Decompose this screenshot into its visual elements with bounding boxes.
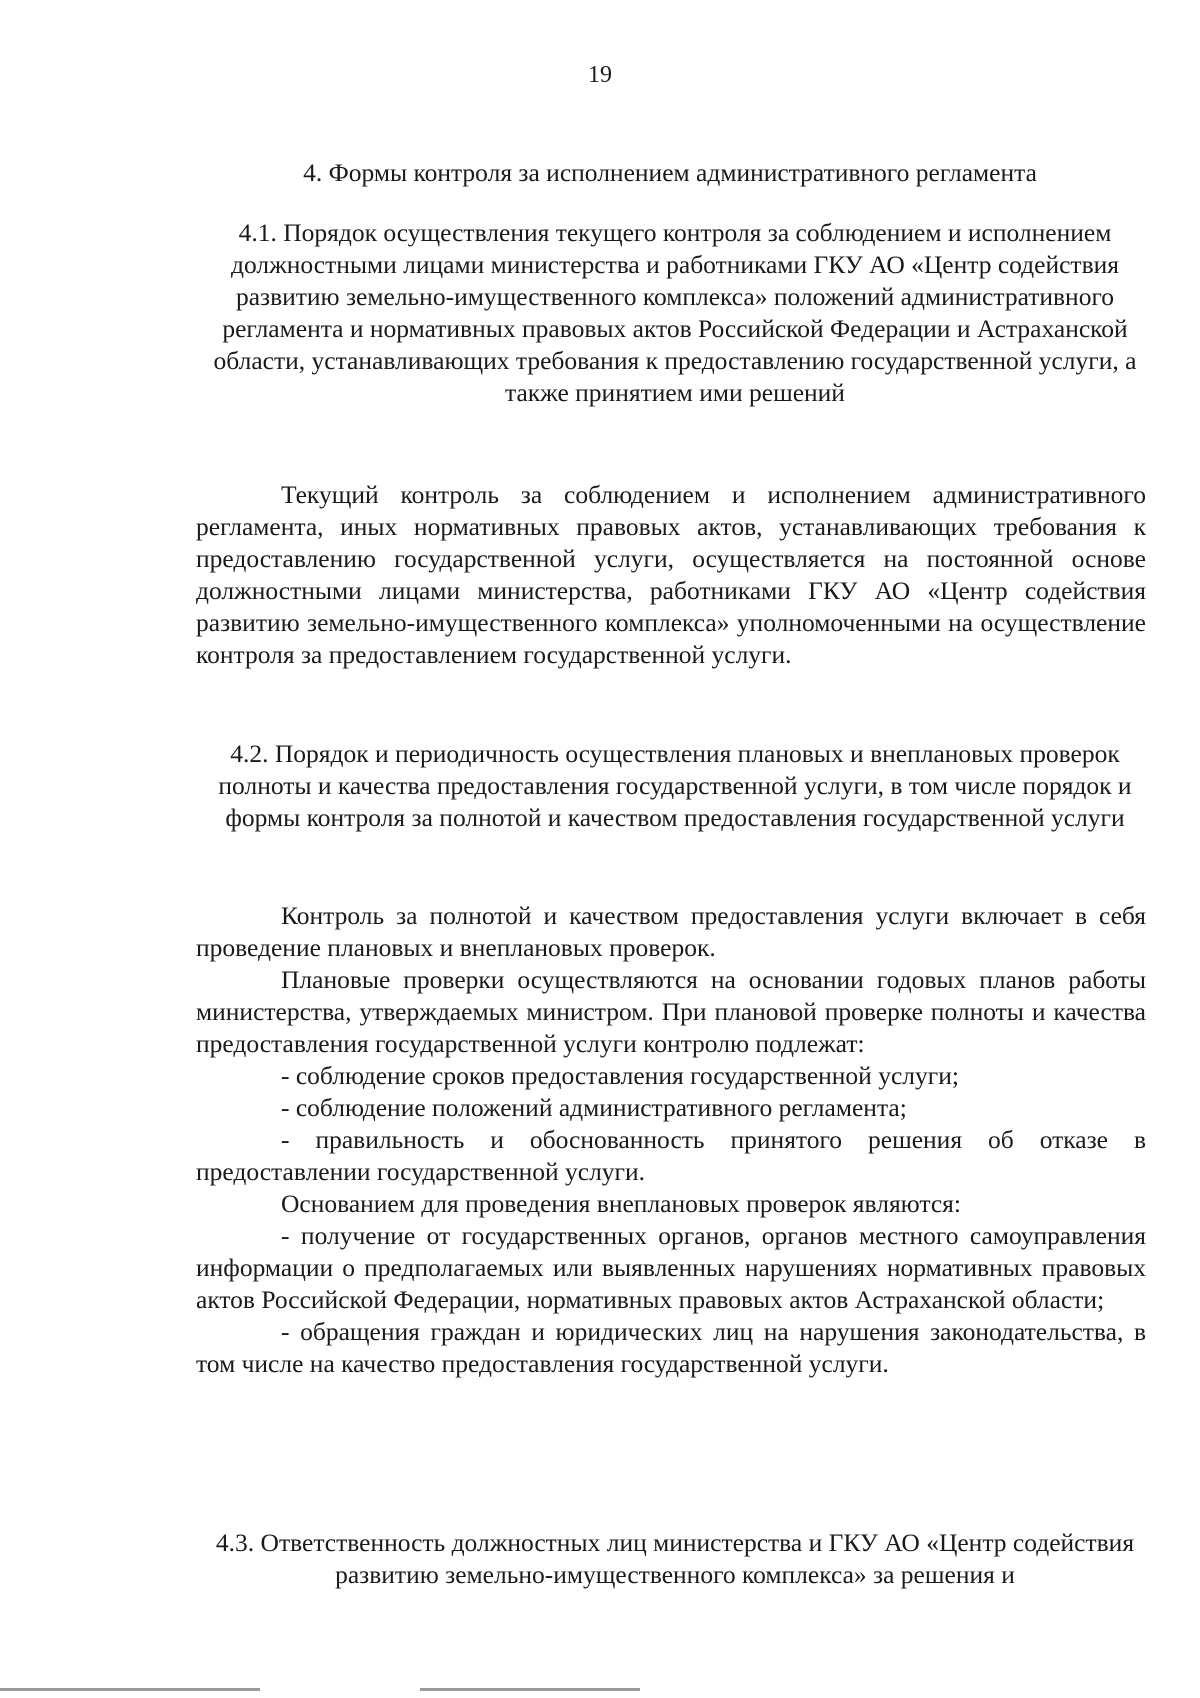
paragraph: Контроль за полнотой и качеством предоставления услуги включает в себя проведение плановых и внеплановых проверок. — [196, 901, 1146, 962]
scan-edge-mark — [420, 1688, 640, 1691]
list-item: - обращения граждан и юридических лиц на нарушения законодательства, в том числе на качество предоставления государственной услуги. — [196, 1317, 1146, 1378]
list-item: - получение от государственных органов, органов местного самоуправления информации о предполагаемых или выявленных нарушениях нормативных правовых актов Российской Федерации, нормативных правовых актов Астраханской области; — [196, 1221, 1146, 1314]
list-item: - соблюдение сроков предоставления государственной услуги; — [281, 1061, 959, 1090]
scan-edge-mark — [0, 1688, 260, 1691]
section-4-2-body — [196, 900, 1146, 1380]
paragraph: Плановые проверки осуществляются на основании годовых планов работы министерства, утверждаемых министром. При плановой проверке полноты и качества предоставления государственной услуги контролю подлежат: — [196, 965, 1146, 1058]
section-4-1-body — [196, 479, 1146, 671]
list-item: - соблюдение положений административного регламента; — [281, 1093, 907, 1122]
section-4-title: 4. Формы контроля за исполнением административного регламента — [303, 158, 1037, 187]
section-4-1-title: 4.1. Порядок осуществления текущего контроля за соблюдением и исполнением должностными лицами министерства и работниками ГКУ АО «Центр содействия развитию земельно-имущественного комплекса» положений административного регламента и нормативных правовых актов Российской Федерации и Астраханской области, устанавливающих требования к предоставлению государственной услуги, а также принятием ими решений — [213, 218, 1137, 407]
page-number: 19 — [588, 62, 612, 88]
paragraph: Основанием для проведения внеплановых проверок являются: — [281, 1189, 961, 1218]
paragraph: Текущий контроль за соблюдением и исполнением административного регламента, иных нормативных правовых актов, устанавливающих требования к предоставлению государственной услуги, осуществляется на постоянной основе должностными лицами министерства, работниками ГКУ АО «Центр содействия развитию земельно-имущественного комплекса» уполномоченными на осуществление контроля за предоставлением государственной услуги. — [196, 480, 1146, 669]
section-4-2-title: 4.2. Порядок и периодичность осуществления плановых и внеплановых проверок полноты и качества предоставления государственной услуги, в том числе порядок и формы контроля за полнотой и качеством предоставления государственной услуги — [218, 739, 1132, 832]
section-4-3-title: 4.3. Ответственность должностных лиц министерства и ГКУ АО «Центр содействия развитию земельно-имущественного комплекса» за решения и — [215, 1528, 1135, 1589]
list-item: - правильность и обоснованность принятого решения об отказе в предоставлении государственной услуги. — [196, 1125, 1146, 1186]
